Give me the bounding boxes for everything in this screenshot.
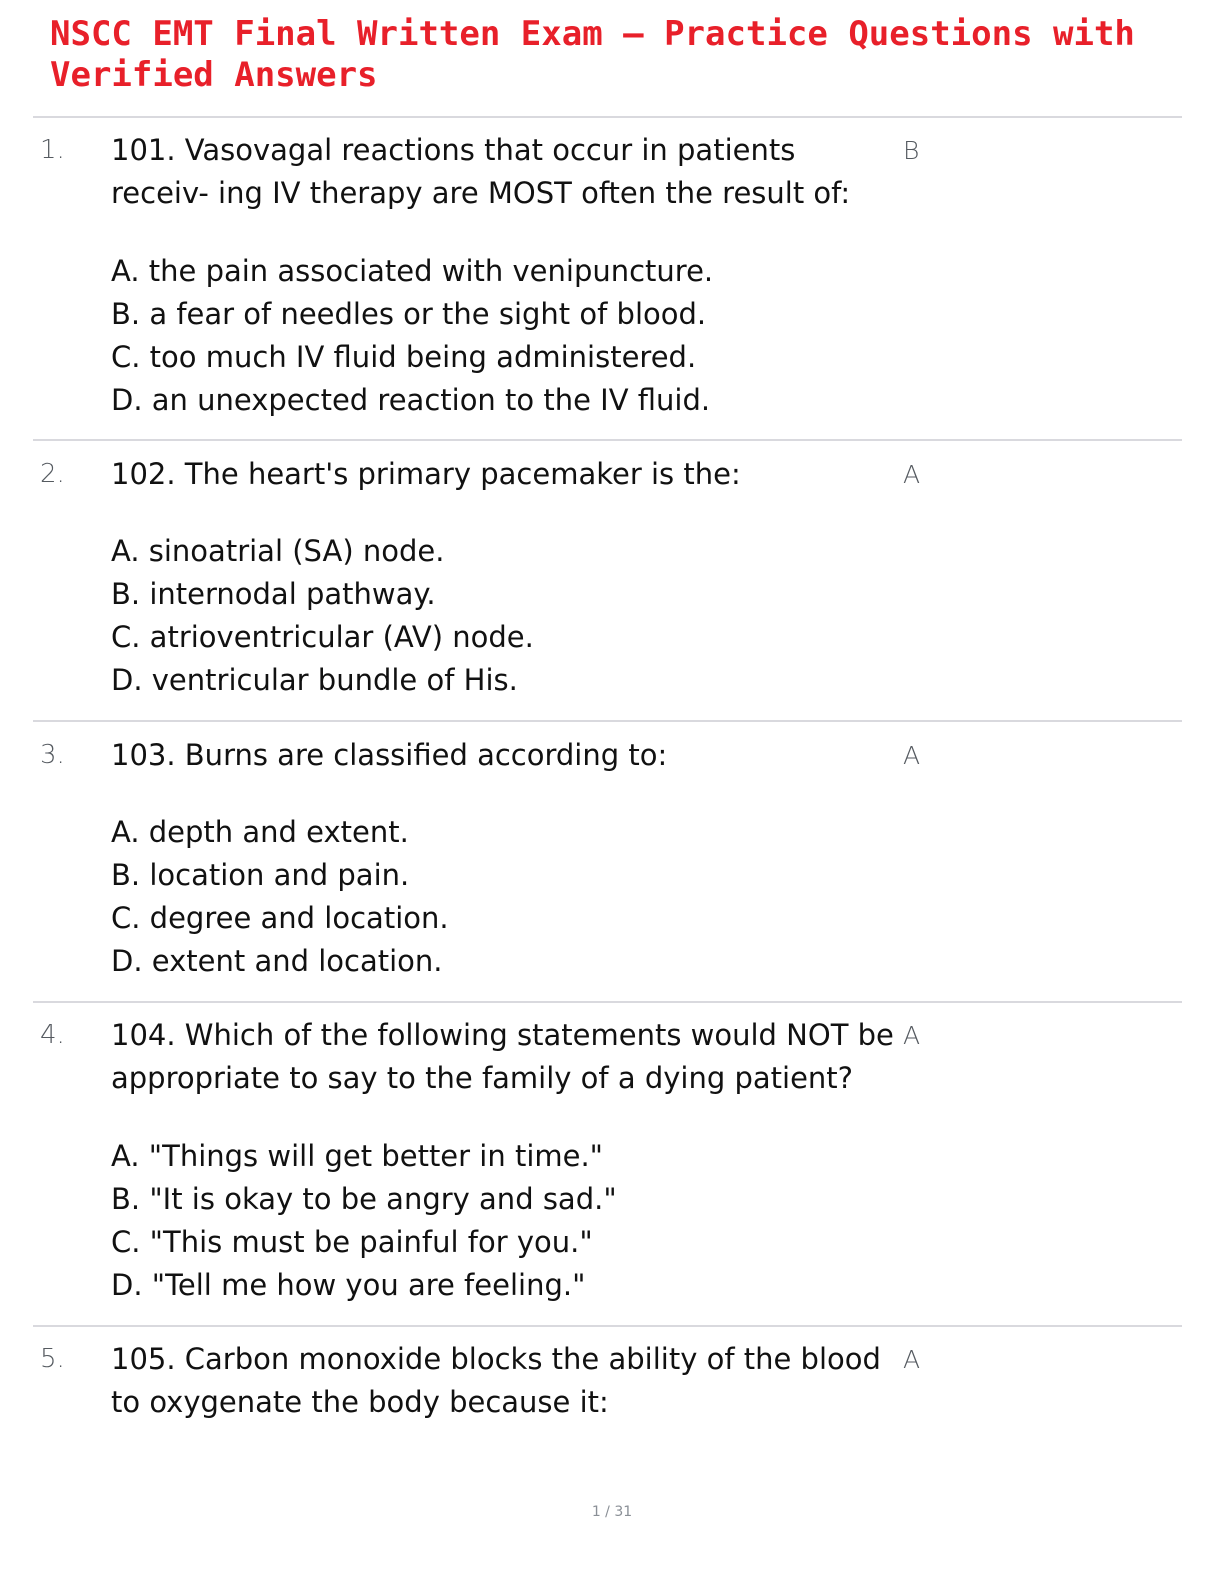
option-c: C. "This must be painful for you." [111,1225,593,1259]
question-number: 1. [40,135,65,165]
question-text: 104. Which of the following statements would NOT be appropriate to say to the family of a dying patient? [111,1018,894,1095]
option-a: A. depth and extent. [111,815,409,849]
option-a: A. the pain associated with venipuncture. [111,254,714,288]
answer-key: A [903,1345,921,1374]
page-indicator: 1 / 31 [591,1504,633,1520]
options-list [111,811,901,983]
question-text: 102. The heart's primary pacemaker is the: [111,457,741,491]
option-c: C. degree and location. [111,901,449,935]
option-d: D. ventricular bundle of His. [111,663,518,697]
question-text: 101. Vasovagal reactions that occur in patients receiv- ing IV therapy are MOST often the result of: [111,133,851,210]
page-title: NSCC EMT Final Written Exam – Practice Questions with Verified Answers [50,14,1135,95]
question-number: 4. [40,1020,65,1050]
question-text: 103. Burns are classified according to: [111,738,668,772]
answer-key: A [903,460,921,489]
question-text: 105. Carbon monoxide blocks the ability of the blood to oxygenate the body because it: [111,1342,881,1419]
option-d: D. extent and location. [111,944,443,978]
divider [33,439,1182,441]
divider [33,116,1182,118]
answer-key: A [903,1021,921,1050]
option-d: D. an unexpected reaction to the IV fluid. [111,383,711,417]
question-number: 3. [40,740,65,770]
option-b: B. "It is okay to be angry and sad." [111,1182,617,1216]
option-c: C. too much IV fluid being administered. [111,340,697,374]
divider [33,1001,1182,1003]
option-a: A. "Things will get better in time." [111,1139,604,1173]
question-number: 2. [40,459,65,489]
answer-key: A [903,741,921,770]
options-list [111,530,901,702]
option-b: B. a fear of needles or the sight of blood. [111,297,707,331]
question-number: 5. [40,1344,65,1374]
option-a: A. sinoatrial (SA) node. [111,534,445,568]
option-b: B. location and pain. [111,858,410,892]
divider [33,1325,1182,1327]
option-b: B. internodal pathway. [111,577,436,611]
option-c: C. atrioventricular (AV) node. [111,620,534,654]
divider [33,720,1182,722]
answer-key: B [903,136,920,165]
options-list [111,1135,901,1307]
option-d: D. "Tell me how you are feeling." [111,1268,586,1302]
options-list [111,250,901,422]
